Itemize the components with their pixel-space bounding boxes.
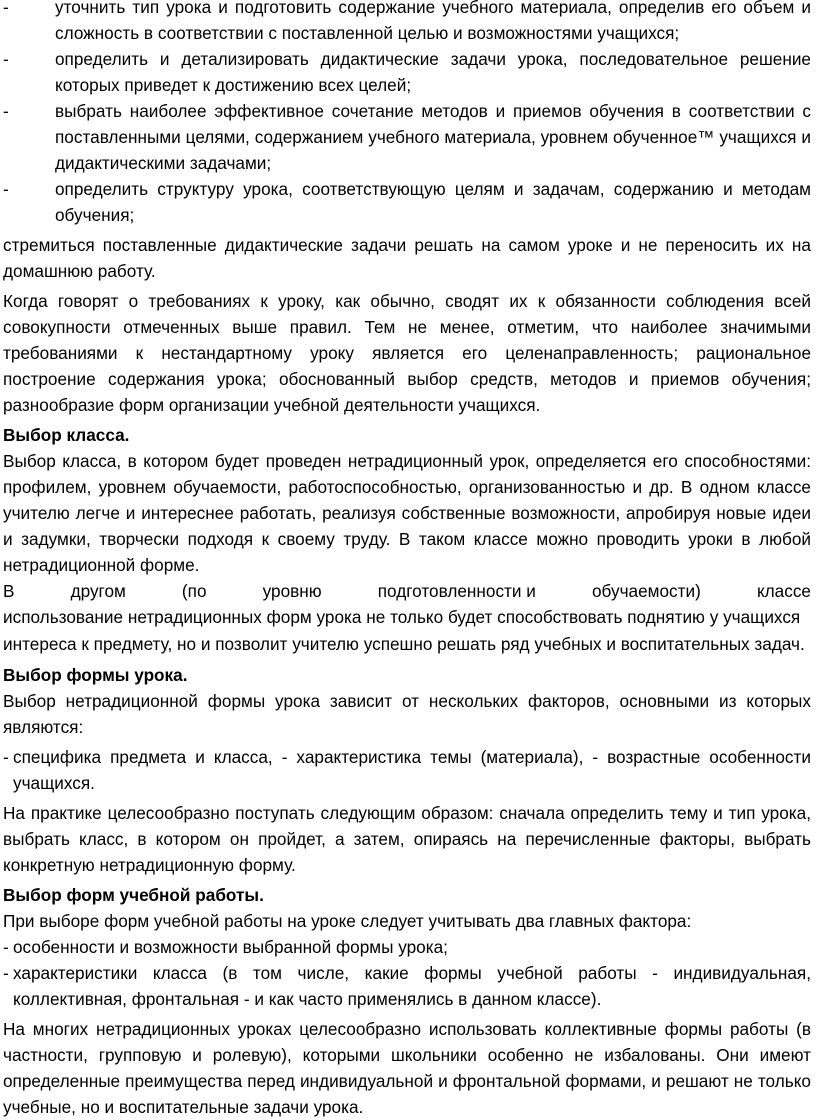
- word: (по: [181, 581, 207, 601]
- word: другом: [70, 581, 126, 601]
- bullet-dash: -: [3, 0, 9, 17]
- list-item: [3, 98, 811, 176]
- paragraph: Выбор нетрадиционной формы урока зависит от нескольких факторов, основными из которых являются:: [3, 691, 811, 737]
- list-item: [3, 960, 811, 1012]
- paragraph: На многих нетрадиционных уроках целесообразно использовать коллективные формы работы (в частности, групповую и ролевую), которыми школьники особенно не избалованы. Они имеют определенные преимущества перед индивидуальной и фронтальной формами, и решают не только учебные, но и воспитательные задачи урока.: [3, 1019, 811, 1117]
- word: В: [3, 581, 15, 601]
- word: обучаемости): [591, 581, 701, 601]
- list-item-text: специфика предмета и класса, - характеристика темы (материала), - возрастные особенности учащихся.: [13, 747, 811, 793]
- word: уровню: [262, 581, 322, 601]
- paragraph: Выбор класса, в котором будет проведен нетрадиционный урок, определяется его способностями: профилем, уровнем обучаемости, работоспособностью, организованностью и др. В одном классе учителю легче и интереснее работать, реализуя собственные возможности, апробируя новые идеи и задумки, творчески подходя к своему труду. В таком классе можно проводить уроки в любой нетрадиционной форме.: [3, 451, 811, 575]
- list-item-text: определить структуру урока, соответствующую целям и задачам, содержанию и методам обучения;: [55, 179, 811, 225]
- section-heading: Выбор класса.: [3, 425, 130, 445]
- list-item-text: характеристики класса (в том числе, какие формы учебной работы - индивидуальная, коллективная, фронтальная - и как часто применялись в данном классе).: [13, 963, 811, 1009]
- paragraph: На практике целесообразно поступать следующим образом: сначала определить тему и тип урока, выбрать класс, в котором он пройдет, а затем, опираясь на перечисленные факторы, выбрать конкретную нетрадиционную форму.: [3, 803, 811, 875]
- paragraph: использование нетрадиционных форм урока не только будет способствовать поднятию у учащихся интереса к предмету, но и позволит учителю успешно решать ряд учебных и воспитательных задач.: [3, 607, 805, 654]
- bullet-dash: -: [3, 49, 9, 69]
- list-item-text: уточнить тип урока и подготовить содержание учебного материала, определив его объем и сложность в соответствии с поставленной целью и возможностями учащихся;: [55, 0, 811, 43]
- list-item-text: особенности и возможности выбранной формы урока;: [13, 937, 448, 957]
- list-item-text: определить и детализировать дидактические задачи урока, последовательное решение которых приведет к достижению всех целей;: [55, 49, 811, 95]
- list-item: [3, 46, 811, 98]
- document-page: [3, 0, 811, 1120]
- bullet-dash: -: [3, 963, 9, 983]
- section-heading: Выбор форм учебной работы.: [3, 885, 264, 905]
- paragraph: При выборе форм учебной работы на уроке следует учитывать два главных фактора:: [3, 911, 692, 931]
- list-item-text: выбрать наиболее эффективное сочетание методов и приемов обучения в соответствии с поставленными целями, содержанием учебного материала, уровнем обученное™ учащихся и дидактическими задачами;: [55, 101, 811, 173]
- list-item: [3, 176, 811, 228]
- bullet-dash: -: [3, 179, 9, 199]
- word: классе: [756, 581, 811, 601]
- list-item: [3, 934, 811, 960]
- paragraph: Когда говорят о требованиях к уроку, как обычно, сводят их к обязанности соблюдения всей совокупности отмеченных выше правил. Тем не менее, отметим, что наиболее значимыми требованиями к нестандартному уроку является его целенаправленность; рациональное построение содержания урока; обоснованный выбор средств, методов и приемов обучения; разнообразие форм организации учебной деятельности учащихся.: [3, 291, 811, 415]
- bullet-dash: -: [3, 937, 9, 957]
- list-item: [3, 744, 811, 796]
- paragraph: стремиться поставленные дидактические задачи решать на самом уроке и не переносить их на домашнюю работу.: [3, 235, 811, 281]
- paragraph-first-line: [3, 578, 811, 604]
- bullet-dash: -: [3, 101, 9, 121]
- list-item: [3, 0, 811, 46]
- word: подготовленности и: [377, 581, 536, 601]
- bullet-dash: -: [3, 747, 9, 767]
- section-heading: Выбор формы урока.: [3, 665, 188, 685]
